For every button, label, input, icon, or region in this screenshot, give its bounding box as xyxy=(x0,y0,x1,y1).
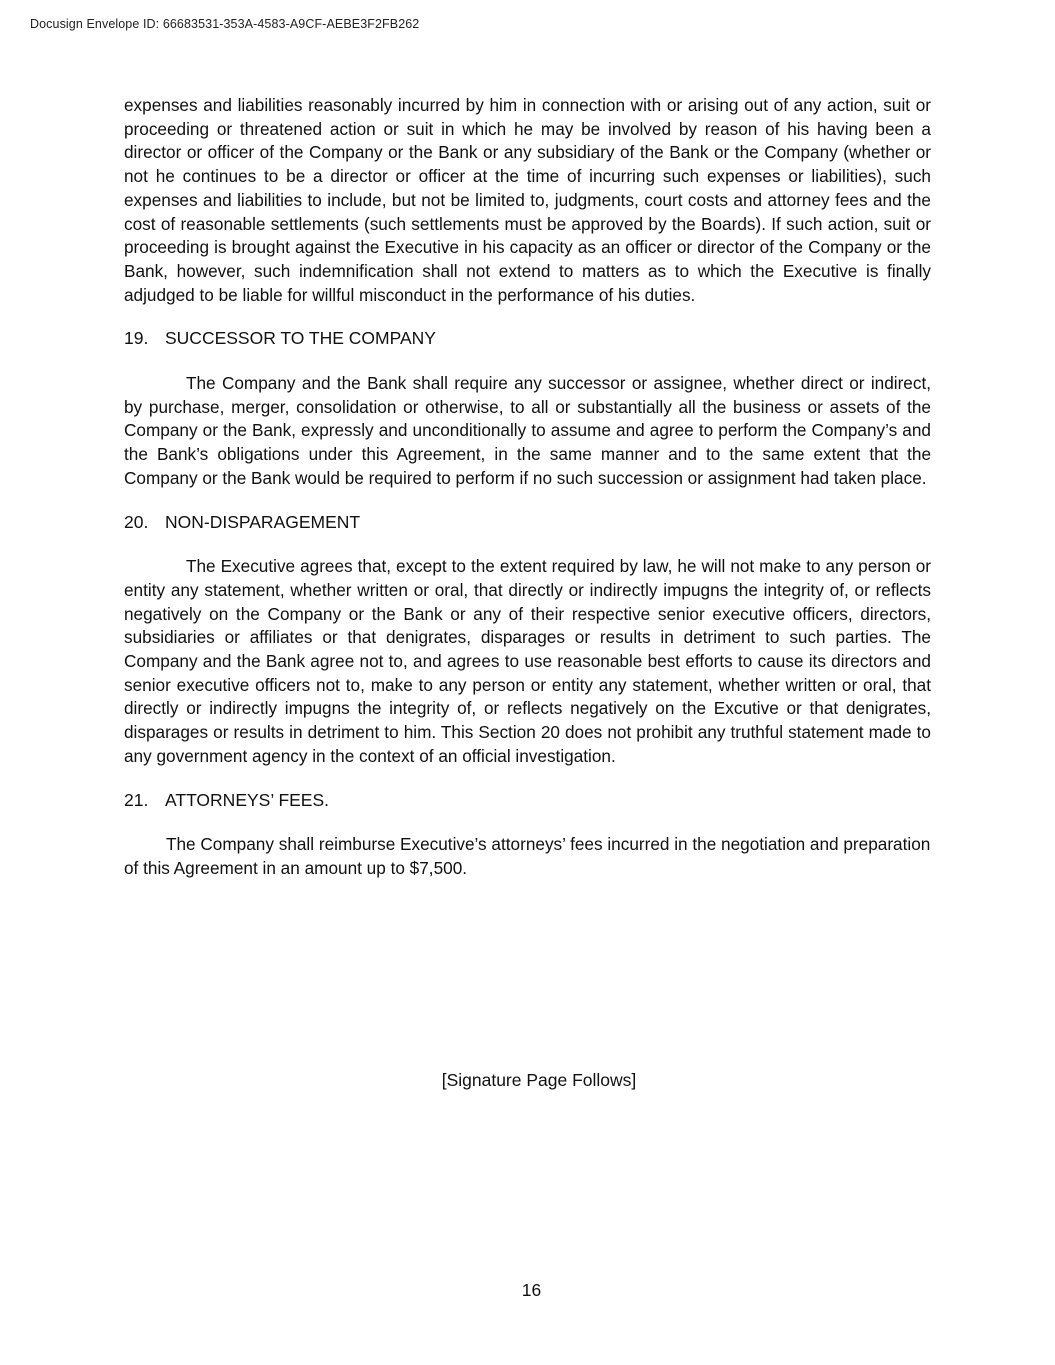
continuation-paragraph: expenses and liabilities reasonably incurred by him in connection with or arising out of any action, suit or proceeding or threatened action or suit in which he may be involved by reason of his having been a director or officer of the Company or the Bank or any subsidiary of the Bank or the Company (whether or not he continues to be a director or officer at the time of incurring such expenses or liabilities), such expenses and liabilities to include, but not be limited to, judgments, court costs and attorney fees and the cost of reasonable settlements (such settlements must be approved by the Boards). If such action, suit or proceeding is brought against the Executive in his capacity as an officer or director of the Company or the Bank, however, such indemnification shall not extend to matters as to which the Executive is finally adjudged to be liable for willful misconduct in the performance of his duties. xyxy=(124,95,931,305)
section-heading-non-disparagement xyxy=(124,511,931,535)
section-title: SUCCESSOR TO THE COMPANY xyxy=(165,328,436,349)
section-heading-successor xyxy=(124,327,931,351)
page-number: 16 xyxy=(521,1280,542,1300)
section-body-attorneys-fees: The Company shall reimburse Executive’s attorneys’ fees incurred in the negotiation and preparation of this Agreement in an amount up to $7,500. xyxy=(124,834,931,878)
section-number: 19. xyxy=(124,328,149,349)
section-number: 21. xyxy=(124,789,149,810)
document-body xyxy=(124,94,931,881)
section-title: NON-DISPARAGEMENT xyxy=(165,511,361,532)
signature-page-note: [Signature Page Follows] xyxy=(441,1070,637,1090)
section-number: 20. xyxy=(124,511,149,532)
envelope-id-header: Docusign Envelope ID: 66683531-353A-4583-A9CF-AEBE3F2FB262 xyxy=(30,17,420,31)
section-body-successor: The Company and the Bank shall require any successor or assignee, whether direct or indirect, by purchase, merger, consolidation or otherwise, to all or substantially all the business or assets of the Company or the Bank, expressly and unconditionally to assume and agree to perform the Company’s and the Bank’s obligations under this Agreement, in the same manner and to the same extent that the Company or the Bank would be required to perform if no such succession or assignment had taken place. xyxy=(124,373,931,488)
section-title: ATTORNEYS’ FEES. xyxy=(165,789,330,810)
section-heading-attorneys-fees xyxy=(124,789,931,813)
section-body-non-disparagement: The Executive agrees that, except to the extent required by law, he will not make to any person or entity any statement, whether written or oral, that directly or indirectly impugns the integrity of, or reflects negatively on the Company or the Bank or any of their respective senior executive officers, directors, subsidiaries or affiliates or that denigrates, disparages or results in detriment to such parties. The Company and the Bank agree not to, and agrees to use reasonable best efforts to cause its directors and senior executive officers not to, make to any person or entity any statement, whether written or oral, that directly or indirectly impugns the integrity of, or reflects negatively on the Excutive or that denigrates, disparages or results in detriment to him. This Section 20 does not prohibit any truthful statement made to any government agency in the context of an official investigation. xyxy=(124,556,931,766)
